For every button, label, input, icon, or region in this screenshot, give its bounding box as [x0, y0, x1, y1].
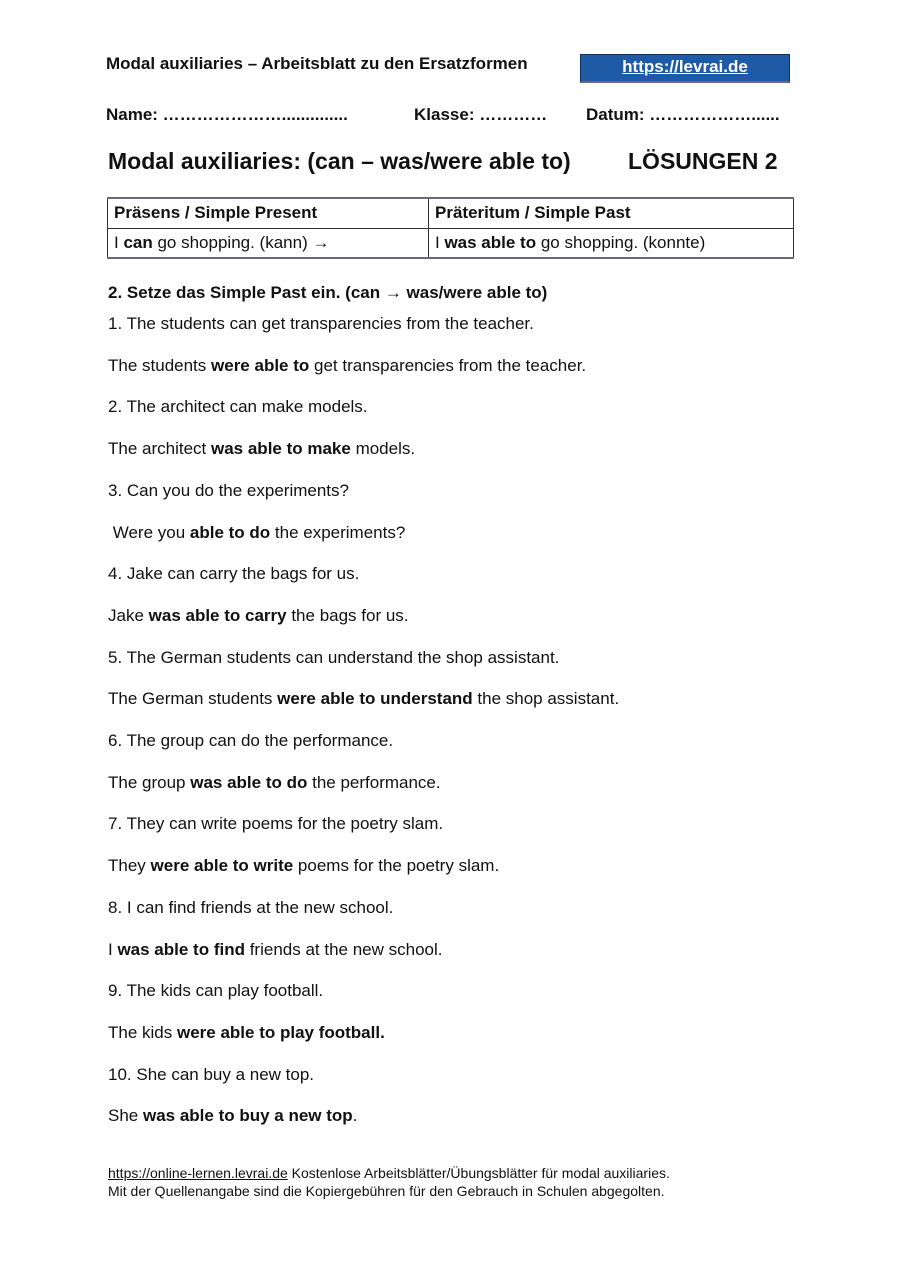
- cell-text: I: [435, 232, 445, 252]
- exercise-answer: [108, 940, 443, 960]
- footer-link[interactable]: https://online-lernen.levrai.de: [108, 1165, 288, 1181]
- cell-bold-text: was able to: [444, 232, 537, 252]
- exercise-question: 1. The students can get transparencies from the teacher.: [108, 314, 534, 333]
- answer-bold-text: was able to carry: [148, 605, 287, 625]
- answer-text: poems for the poetry slam.: [293, 856, 500, 876]
- exercise-answer: [108, 1106, 357, 1126]
- answer-bold-text: were able to: [211, 355, 310, 375]
- answer-text: get transparencies from the teacher.: [309, 355, 587, 375]
- answer-bold-text: was able to do: [190, 772, 308, 792]
- cell-past: [429, 228, 794, 258]
- answer-text: .: [352, 1106, 358, 1126]
- cell-text: go shopping. (kann) →: [152, 232, 330, 252]
- answer-bold-text: was able to buy a new top: [142, 1106, 353, 1126]
- answer-text: She: [108, 1106, 143, 1126]
- document-title: Modal auxiliaries – Arbeitsblatt zu den Ersatzformen: [106, 54, 528, 73]
- header-present: Präsens / Simple Present: [108, 198, 429, 228]
- solutions-label: LÖSUNGEN 2: [628, 148, 778, 174]
- exercise-question: 5. The German students can understand the shop assistant.: [108, 647, 560, 667]
- cell-present: [108, 228, 429, 258]
- header-past: Präteritum / Simple Past: [429, 198, 794, 228]
- main-heading: Modal auxiliaries: (can – was/were able to): [108, 148, 571, 174]
- footer-text: Kostenlose Arbeitsblätter/Übungsblätter für modal auxiliaries.: [287, 1165, 670, 1181]
- answer-bold-text: were able to write: [150, 856, 294, 876]
- answer-text: friends at the new school.: [244, 939, 443, 959]
- answer-text: the shop assistant.: [472, 689, 620, 709]
- exercise-question: 6. The group can do the performance.: [108, 731, 394, 750]
- answer-text: The group: [108, 772, 191, 792]
- date-field: Datum: ………………......: [586, 105, 780, 124]
- task-heading: 2. Setze das Simple Past ein. (can → was/were able to): [108, 283, 548, 302]
- cell-text: I: [114, 232, 124, 252]
- brand-link-box[interactable]: [580, 54, 790, 83]
- exercise-answer: [108, 1023, 385, 1043]
- answer-text: the performance.: [307, 772, 441, 792]
- answer-text: models.: [350, 439, 416, 459]
- table-header-row: [108, 198, 794, 228]
- example-table: [107, 197, 794, 259]
- exercise-answer: [108, 439, 415, 459]
- exercise-answer: [108, 606, 409, 626]
- exercise-answer: [108, 356, 586, 376]
- footer-line-2: Mit der Quellenangabe sind die Kopiergebühren für den Gebrauch in Schulen abgegolten.: [108, 1183, 665, 1199]
- exercise-question: 7. They can write poems for the poetry slam.: [108, 814, 444, 834]
- exercise-answer: [108, 689, 619, 709]
- exercise-answer: [108, 856, 499, 876]
- exercise-question: 2. The architect can make models.: [108, 397, 368, 417]
- exercise-answer: [108, 523, 405, 543]
- answer-text: The kids: [108, 1022, 177, 1042]
- cell-text: go shopping. (konnte): [536, 232, 706, 252]
- exercise-answer: [108, 773, 441, 793]
- class-field: Klasse: …………: [414, 105, 548, 124]
- name-field: Name: …………………..............: [106, 105, 348, 124]
- exercise-question: 4. Jake can carry the bags for us.: [108, 564, 360, 584]
- answer-bold-text: was able to find: [117, 939, 245, 959]
- answer-text: the experiments?: [270, 522, 406, 542]
- answer-bold-text: were able to play football.: [176, 1022, 385, 1042]
- answer-bold-text: able to do: [189, 522, 271, 542]
- answer-text: Jake: [108, 605, 149, 625]
- footer-line-1: [108, 1164, 670, 1182]
- table-row: [108, 228, 794, 258]
- exercise-question: 3. Can you do the experiments?: [108, 480, 349, 500]
- answer-text: They: [108, 856, 151, 876]
- footer: [108, 1164, 670, 1200]
- answer-bold-text: were able to understand: [277, 689, 473, 709]
- exercise-question: 8. I can find friends at the new school.: [108, 897, 394, 917]
- exercise-question: 9. The kids can play football.: [108, 981, 324, 1001]
- answer-text: Were you: [108, 522, 190, 542]
- answer-text: The architect: [108, 439, 211, 459]
- answer-text: the bags for us.: [286, 605, 409, 625]
- answer-text: The students: [108, 355, 212, 375]
- answer-bold-text: was able to make: [211, 439, 351, 459]
- answer-text: The German students: [108, 689, 278, 709]
- exercise-question: 10. She can buy a new top.: [108, 1064, 315, 1084]
- answer-text: I: [108, 939, 118, 959]
- cell-bold-text: can: [123, 232, 153, 252]
- brand-link[interactable]: https://levrai.de: [622, 57, 748, 76]
